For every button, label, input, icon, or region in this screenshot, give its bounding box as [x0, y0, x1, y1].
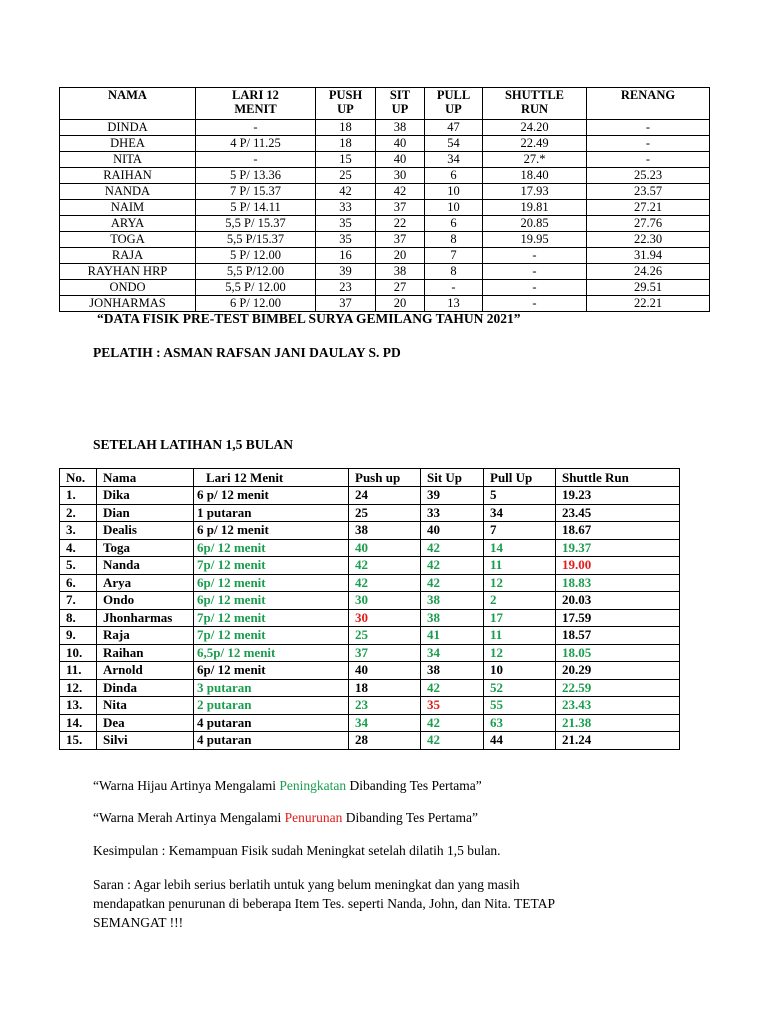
posttest-cell: 40 [421, 522, 484, 540]
posttest-cell: 28 [349, 732, 421, 750]
pretest-cell: 40 [376, 152, 425, 168]
posttest-header-lari: Lari 12 Menit [194, 469, 349, 487]
posttest-cell: 6p/ 12 menit [194, 574, 349, 592]
pretest-cell: DINDA [60, 120, 196, 136]
pretest-cell: - [587, 120, 710, 136]
pretest-caption: “DATA FISIK PRE-TEST BIMBEL SURYA GEMILANG TAHUN 2021” [97, 311, 521, 326]
pretest-cell: NANDA [60, 184, 196, 200]
pretest-row [60, 232, 710, 248]
pretest-row [60, 280, 710, 296]
setelah-heading: SETELAH LATIHAN 1,5 BULAN [93, 437, 294, 452]
posttest-cell: 11 [484, 557, 556, 575]
posttest-cell: 63 [484, 714, 556, 732]
pretest-cell: 22.49 [483, 136, 587, 152]
posttest-cell: Raja [97, 627, 194, 645]
posttest-cell: 15. [60, 732, 97, 750]
pretest-row [60, 168, 710, 184]
pretest-cell: NITA [60, 152, 196, 168]
posttest-cell: 22.59 [556, 679, 680, 697]
pretest-cell: 19.95 [483, 232, 587, 248]
posttest-cell: 25 [349, 627, 421, 645]
posttest-header-shuttle: Shuttle Run [556, 469, 680, 487]
posttest-row [60, 522, 680, 540]
posttest-body [60, 487, 680, 750]
posttest-row [60, 627, 680, 645]
saran-paragraph [93, 875, 703, 932]
posttest-header-row [60, 469, 680, 487]
posttest-cell: Dealis [97, 522, 194, 540]
pretest-cell: 19.81 [483, 200, 587, 216]
posttest-row [60, 539, 680, 557]
posttest-cell: 20.29 [556, 662, 680, 680]
posttest-cell: 23.45 [556, 504, 680, 522]
pretest-cell: 20 [376, 248, 425, 264]
posttest-cell: 38 [421, 592, 484, 610]
pretest-cell: 7 P/ 15.37 [196, 184, 316, 200]
pretest-cell: - [483, 280, 587, 296]
posttest-cell: Arnold [97, 662, 194, 680]
pretest-cell: - [587, 136, 710, 152]
posttest-cell: 3 putaran [194, 679, 349, 697]
pretest-cell: 27.76 [587, 216, 710, 232]
posttest-cell: 19.23 [556, 487, 680, 505]
posttest-cell: 39 [421, 487, 484, 505]
pretest-cell: 5 P/ 14.11 [196, 200, 316, 216]
posttest-cell: 30 [349, 592, 421, 610]
pretest-cell: 33 [316, 200, 376, 216]
pretest-header-pushup: PUSH UP [316, 88, 376, 120]
posttest-cell: 17 [484, 609, 556, 627]
posttest-row [60, 714, 680, 732]
posttest-cell: Dika [97, 487, 194, 505]
posttest-cell: 7p/ 12 menit [194, 557, 349, 575]
posttest-cell: 25 [349, 504, 421, 522]
posttest-cell: 13. [60, 697, 97, 715]
pretest-cell: 5,5 P/15.37 [196, 232, 316, 248]
posttest-cell: 33 [421, 504, 484, 522]
posttest-row [60, 697, 680, 715]
posttest-cell: 14. [60, 714, 97, 732]
pretest-cell: 20.85 [483, 216, 587, 232]
pretest-cell: 5,5 P/ 15.37 [196, 216, 316, 232]
saran-line-3: SEMANGAT !!! [93, 915, 184, 930]
posttest-row [60, 679, 680, 697]
posttest-cell: 12 [484, 574, 556, 592]
pretest-cell: 38 [376, 264, 425, 280]
posttest-header-pullup: Pull Up [484, 469, 556, 487]
posttest-cell: 7p/ 12 menit [194, 609, 349, 627]
pelatih-line: PELATIH : ASMAN RAFSAN JANI DAULAY S. PD [93, 345, 401, 360]
green-legend-note [93, 778, 482, 794]
pretest-cell: 8 [425, 264, 483, 280]
pretest-cell: 22.30 [587, 232, 710, 248]
posttest-cell: Dinda [97, 679, 194, 697]
posttest-cell: 34 [484, 504, 556, 522]
posttest-cell: 1. [60, 487, 97, 505]
posttest-row [60, 592, 680, 610]
pretest-row [60, 136, 710, 152]
posttest-cell: 10. [60, 644, 97, 662]
pretest-cell: DHEA [60, 136, 196, 152]
posttest-cell: Nanda [97, 557, 194, 575]
posttest-cell: 4 putaran [194, 732, 349, 750]
pretest-cell: 18 [316, 120, 376, 136]
pretest-cell: 23 [316, 280, 376, 296]
posttest-cell: 6p/ 12 menit [194, 592, 349, 610]
pretest-cell: 17.93 [483, 184, 587, 200]
posttest-cell: 9. [60, 627, 97, 645]
posttest-row [60, 504, 680, 522]
posttest-cell: 19.37 [556, 539, 680, 557]
posttest-row [60, 574, 680, 592]
posttest-cell: 42 [349, 557, 421, 575]
posttest-cell: 37 [349, 644, 421, 662]
red-note-highlight: Penurunan [284, 810, 343, 825]
pretest-cell: 7 [425, 248, 483, 264]
posttest-cell: 40 [349, 539, 421, 557]
posttest-cell: 7 [484, 522, 556, 540]
pretest-cell: 39 [316, 264, 376, 280]
posttest-cell: Raihan [97, 644, 194, 662]
pretest-cell: 5,5 P/12.00 [196, 264, 316, 280]
pretest-row [60, 184, 710, 200]
pretest-cell: 5 P/ 13.36 [196, 168, 316, 184]
pretest-cell: 4 P/ 11.25 [196, 136, 316, 152]
posttest-cell: 23.43 [556, 697, 680, 715]
posttest-cell: 55 [484, 697, 556, 715]
pretest-cell: 31.94 [587, 248, 710, 264]
red-note-after: Dibanding Tes Pertama” [342, 810, 478, 825]
posttest-cell: 42 [421, 679, 484, 697]
pretest-cell: 47 [425, 120, 483, 136]
posttest-cell: 6 p/ 12 menit [194, 487, 349, 505]
posttest-cell: 52 [484, 679, 556, 697]
posttest-cell: 34 [421, 644, 484, 662]
posttest-row [60, 732, 680, 750]
green-note-highlight: Peningkatan [279, 778, 347, 793]
posttest-cell: 40 [349, 662, 421, 680]
pretest-row [60, 264, 710, 280]
posttest-cell: 2. [60, 504, 97, 522]
pretest-cell: 40 [376, 136, 425, 152]
posttest-cell: 18.83 [556, 574, 680, 592]
posttest-cell: 38 [421, 609, 484, 627]
pretest-header-situp: SIT UP [376, 88, 425, 120]
posttest-cell: 6p/ 12 menit [194, 539, 349, 557]
posttest-cell: 35 [421, 697, 484, 715]
pretest-header-pullup: PULL UP [425, 88, 483, 120]
posttest-cell: 18 [349, 679, 421, 697]
posttest-cell: 11 [484, 627, 556, 645]
posttest-header-no: No. [60, 469, 97, 487]
posttest-cell: 41 [421, 627, 484, 645]
posttest-cell: 7p/ 12 menit [194, 627, 349, 645]
pretest-cell: NAIM [60, 200, 196, 216]
pretest-cell: 16 [316, 248, 376, 264]
pretest-cell: 6 [425, 216, 483, 232]
pretest-cell: 8 [425, 232, 483, 248]
saran-line-1: Saran : Agar lebih serius berlatih untuk yang belum meningkat dan yang masih [93, 877, 520, 892]
pretest-cell: 38 [376, 120, 425, 136]
posttest-cell: 42 [349, 574, 421, 592]
posttest-cell: 2 [484, 592, 556, 610]
pretest-cell: 27.* [483, 152, 587, 168]
posttest-cell: 14 [484, 539, 556, 557]
posttest-cell: Dea [97, 714, 194, 732]
pretest-cell: 22 [376, 216, 425, 232]
pretest-cell: - [587, 152, 710, 168]
pretest-header-row [60, 88, 710, 120]
posttest-cell: Ondo [97, 592, 194, 610]
posttest-header-pushup: Push up [349, 469, 421, 487]
posttest-cell: 42 [421, 539, 484, 557]
posttest-cell: 7. [60, 592, 97, 610]
pretest-cell: 42 [376, 184, 425, 200]
saran-line-2: mendapatkan penurunan di beberapa Item Tes. seperti Nanda, John, dan Nita. TETAP [93, 896, 555, 911]
posttest-cell: Toga [97, 539, 194, 557]
posttest-row [60, 644, 680, 662]
pretest-body [60, 120, 710, 312]
pretest-header-renang: RENANG [587, 88, 710, 120]
posttest-cell: 6. [60, 574, 97, 592]
pretest-row [60, 248, 710, 264]
posttest-cell: Silvi [97, 732, 194, 750]
posttest-cell: 34 [349, 714, 421, 732]
posttest-cell: 21.24 [556, 732, 680, 750]
pretest-cell: 22.21 [587, 296, 710, 312]
red-note-before: “Warna Merah Artinya Mengalami [93, 810, 285, 825]
posttest-cell: 42 [421, 714, 484, 732]
pretest-cell: 24.20 [483, 120, 587, 136]
green-note-before: “Warna Hijau Artinya Mengalami [93, 778, 280, 793]
pretest-cell: 27 [376, 280, 425, 296]
posttest-cell: 8. [60, 609, 97, 627]
pretest-cell: TOGA [60, 232, 196, 248]
pretest-cell: 37 [316, 296, 376, 312]
pretest-cell: 37 [376, 232, 425, 248]
posttest-cell: 5. [60, 557, 97, 575]
posttest-table [59, 468, 680, 750]
posttest-cell: 30 [349, 609, 421, 627]
pretest-cell: 30 [376, 168, 425, 184]
pretest-header-nama: NAMA [60, 88, 196, 120]
posttest-row [60, 557, 680, 575]
pretest-cell: 6 P/ 12.00 [196, 296, 316, 312]
posttest-cell: 2 putaran [194, 697, 349, 715]
pretest-cell: - [483, 296, 587, 312]
pretest-cell: 27.21 [587, 200, 710, 216]
posttest-cell: 4 putaran [194, 714, 349, 732]
pretest-cell: - [483, 248, 587, 264]
posttest-cell: 1 putaran [194, 504, 349, 522]
pretest-cell: 20 [376, 296, 425, 312]
posttest-cell: 6 p/ 12 menit [194, 522, 349, 540]
posttest-cell: 6,5p/ 12 menit [194, 644, 349, 662]
pretest-cell: - [196, 152, 316, 168]
pretest-cell: 34 [425, 152, 483, 168]
pretest-cell: 10 [425, 184, 483, 200]
posttest-cell: 11. [60, 662, 97, 680]
posttest-cell: 12 [484, 644, 556, 662]
posttest-cell: 24 [349, 487, 421, 505]
posttest-cell: 38 [421, 662, 484, 680]
posttest-header-nama: Nama [97, 469, 194, 487]
posttest-cell: 44 [484, 732, 556, 750]
pretest-cell: 18.40 [483, 168, 587, 184]
pretest-cell: 35 [316, 216, 376, 232]
green-note-after: Dibanding Tes Pertama” [346, 778, 482, 793]
posttest-cell: 20.03 [556, 592, 680, 610]
posttest-cell: 17.59 [556, 609, 680, 627]
pretest-cell: - [425, 280, 483, 296]
pretest-row [60, 216, 710, 232]
pretest-table [59, 87, 710, 312]
pretest-cell: ONDO [60, 280, 196, 296]
pretest-row [60, 200, 710, 216]
posttest-row [60, 609, 680, 627]
posttest-cell: 42 [421, 557, 484, 575]
pretest-header-lari: LARI 12 MENIT [196, 88, 316, 120]
pretest-cell: ARYA [60, 216, 196, 232]
pretest-cell: 23.57 [587, 184, 710, 200]
posttest-cell: 18.67 [556, 522, 680, 540]
posttest-cell: 5 [484, 487, 556, 505]
posttest-row [60, 662, 680, 680]
posttest-cell: Jhonharmas [97, 609, 194, 627]
posttest-cell: 3. [60, 522, 97, 540]
pretest-cell: RAIHAN [60, 168, 196, 184]
posttest-cell: 12. [60, 679, 97, 697]
pretest-row [60, 120, 710, 136]
posttest-cell: 4. [60, 539, 97, 557]
pretest-cell: 24.26 [587, 264, 710, 280]
pretest-cell: 25.23 [587, 168, 710, 184]
pretest-cell: 5 P/ 12.00 [196, 248, 316, 264]
pretest-cell: 10 [425, 200, 483, 216]
posttest-row [60, 487, 680, 505]
posttest-cell: 18.57 [556, 627, 680, 645]
pretest-cell: 37 [376, 200, 425, 216]
posttest-cell: Arya [97, 574, 194, 592]
posttest-cell: 6p/ 12 menit [194, 662, 349, 680]
pretest-cell: - [483, 264, 587, 280]
posttest-cell: 23 [349, 697, 421, 715]
pretest-cell: 13 [425, 296, 483, 312]
pretest-cell: 18 [316, 136, 376, 152]
posttest-cell: 38 [349, 522, 421, 540]
posttest-cell: 42 [421, 574, 484, 592]
kesimpulan-line: Kesimpulan : Kemampuan Fisik sudah Meningkat setelah dilatih 1,5 bulan. [93, 843, 501, 858]
posttest-cell: 19.00 [556, 557, 680, 575]
posttest-cell: Dian [97, 504, 194, 522]
pretest-row [60, 296, 710, 312]
pretest-header-shuttle: SHUTTLE RUN [483, 88, 587, 120]
pretest-cell: 6 [425, 168, 483, 184]
posttest-cell: 42 [421, 732, 484, 750]
pretest-cell: - [196, 120, 316, 136]
posttest-cell: 10 [484, 662, 556, 680]
posttest-cell: 21.38 [556, 714, 680, 732]
pretest-cell: 42 [316, 184, 376, 200]
pretest-cell: JONHARMAS [60, 296, 196, 312]
pretest-cell: RAYHAN HRP [60, 264, 196, 280]
pretest-cell: RAJA [60, 248, 196, 264]
pretest-cell: 25 [316, 168, 376, 184]
pretest-row [60, 152, 710, 168]
red-legend-note [93, 810, 478, 826]
pretest-cell: 54 [425, 136, 483, 152]
posttest-cell: 18.05 [556, 644, 680, 662]
pretest-cell: 35 [316, 232, 376, 248]
pretest-cell: 15 [316, 152, 376, 168]
posttest-header-situp: Sit Up [421, 469, 484, 487]
pretest-cell: 29.51 [587, 280, 710, 296]
posttest-cell: Nita [97, 697, 194, 715]
pretest-cell: 5,5 P/ 12.00 [196, 280, 316, 296]
